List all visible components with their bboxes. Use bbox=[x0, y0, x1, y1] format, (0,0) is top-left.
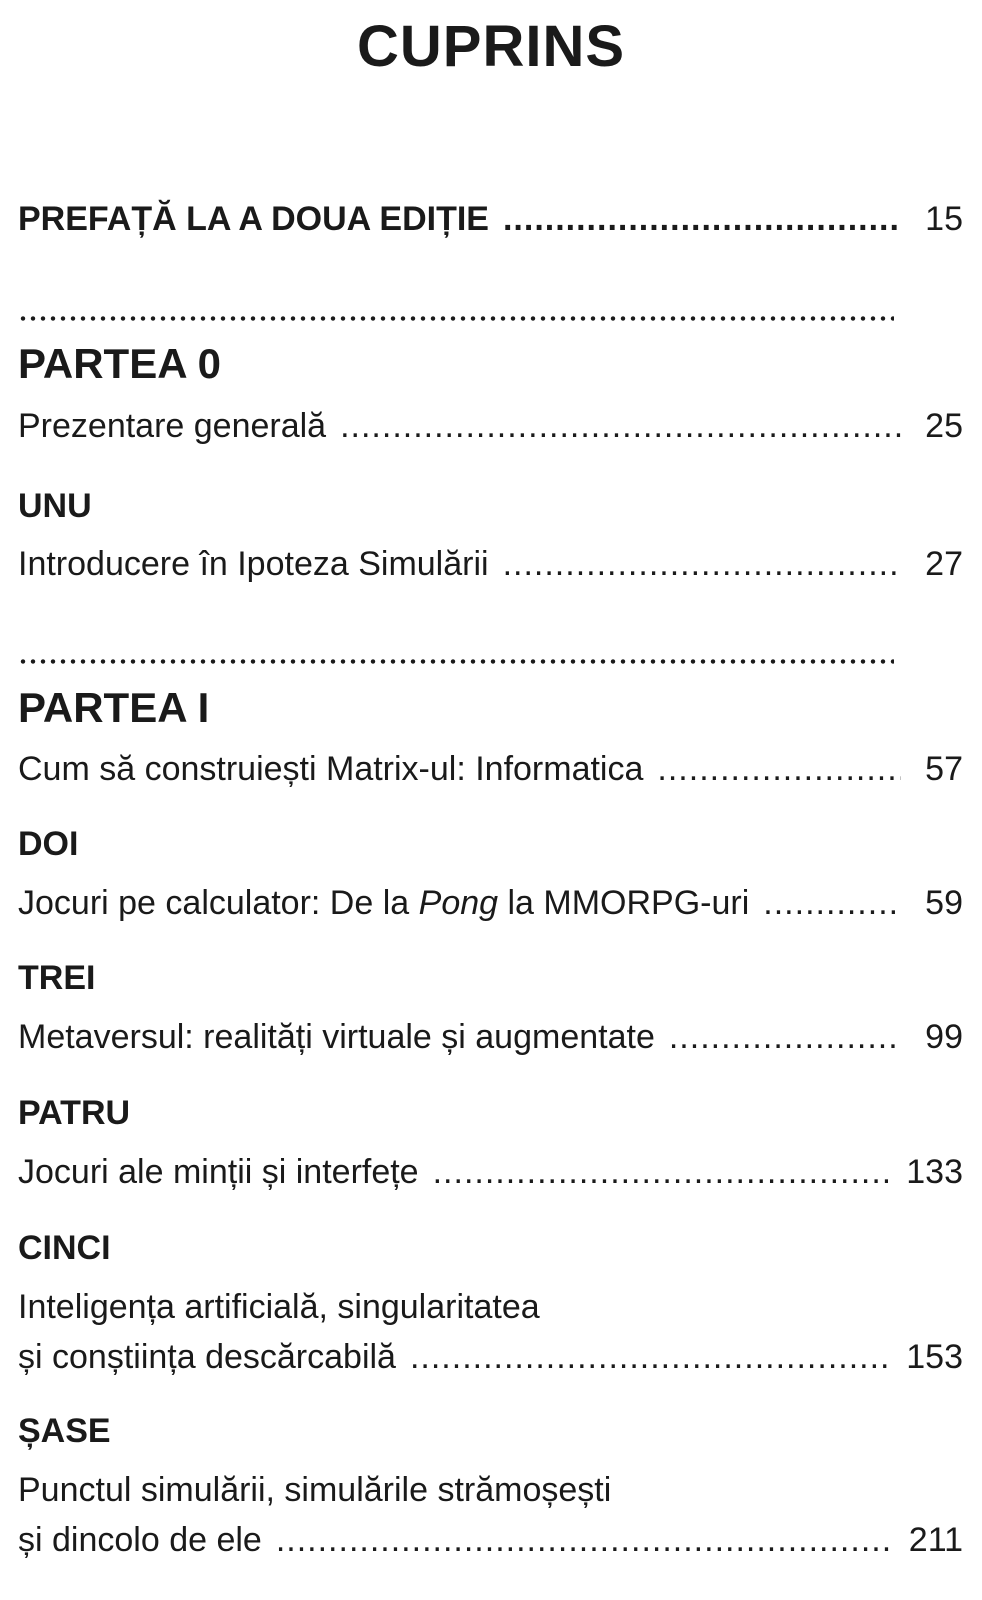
entry-title: PREFAȚĂ LA A DOUA EDIȚIE bbox=[18, 200, 489, 238]
dot-leader bbox=[669, 1012, 901, 1062]
dot-leader bbox=[503, 194, 901, 244]
entry-title bbox=[18, 878, 749, 928]
toc-entry-preface[interactable] bbox=[18, 194, 963, 244]
chapter-number: PATRU bbox=[18, 1094, 131, 1132]
page-number: 25 bbox=[925, 407, 963, 445]
entry-title: Jocuri ale minții și interfețe bbox=[18, 1153, 419, 1191]
page-number: 153 bbox=[906, 1338, 963, 1376]
dot-leader bbox=[763, 878, 901, 928]
entry-title: Metaversul: realități virtuale și augmentate bbox=[18, 1018, 655, 1056]
chapter-number: CINCI bbox=[18, 1229, 111, 1267]
page-number: 99 bbox=[925, 1018, 963, 1056]
toc-entry-chapter-5[interactable] bbox=[18, 1282, 963, 1382]
toc-entry-chapter-3[interactable] bbox=[18, 1012, 963, 1062]
entry-title-line: și dincolo de ele bbox=[18, 1521, 262, 1559]
page-number: 57 bbox=[925, 750, 963, 788]
dot-leader bbox=[410, 1332, 888, 1382]
entry-title: Introducere în Ipoteza Simulării bbox=[18, 545, 489, 583]
title-part: la MMORPG-uri bbox=[498, 884, 750, 922]
entry-title-line: Punctul simulării, simulările strămoșești bbox=[18, 1471, 612, 1509]
dot-leader bbox=[433, 1147, 889, 1197]
page-number: 27 bbox=[925, 545, 963, 583]
page-number: 211 bbox=[908, 1521, 963, 1559]
part-heading: PARTEA I bbox=[18, 684, 210, 731]
dot-leader bbox=[657, 744, 901, 794]
part-heading: PARTEA 0 bbox=[18, 340, 222, 387]
entry-title-line: și conștiința descărcabilă bbox=[18, 1338, 396, 1376]
chapter-number: UNU bbox=[18, 487, 92, 525]
chapter-number: TREI bbox=[18, 959, 96, 997]
title-part: Jocuri pe calculator: De la bbox=[18, 884, 419, 922]
dot-leader bbox=[503, 539, 901, 589]
toc-entry-chapter-6[interactable] bbox=[18, 1465, 963, 1565]
toc-entry-part-subtitle[interactable] bbox=[18, 744, 963, 794]
entry-title: Cum să construiești Matrix-ul: Informatica bbox=[18, 750, 644, 788]
page-title: CUPRINS bbox=[356, 14, 626, 79]
toc-entry-chapter-2[interactable] bbox=[18, 878, 963, 928]
toc-entry-overview[interactable] bbox=[18, 401, 963, 451]
toc-entry-chapter-4[interactable] bbox=[18, 1147, 963, 1197]
section-divider bbox=[18, 659, 894, 664]
chapter-number: ȘASE bbox=[18, 1412, 111, 1450]
title-italic: Pong bbox=[418, 884, 499, 922]
page-number: 133 bbox=[906, 1153, 963, 1191]
toc-entry-chapter-1[interactable] bbox=[18, 539, 963, 589]
dot-leader bbox=[276, 1515, 891, 1565]
page-number: 15 bbox=[925, 200, 963, 238]
chapter-number: DOI bbox=[18, 825, 79, 863]
section-divider bbox=[18, 316, 894, 321]
page-number: 59 bbox=[925, 884, 963, 922]
dot-leader bbox=[340, 401, 901, 451]
entry-title: Prezentare generală bbox=[18, 407, 327, 445]
entry-title-line: Inteligența artificială, singularitatea bbox=[18, 1288, 540, 1326]
